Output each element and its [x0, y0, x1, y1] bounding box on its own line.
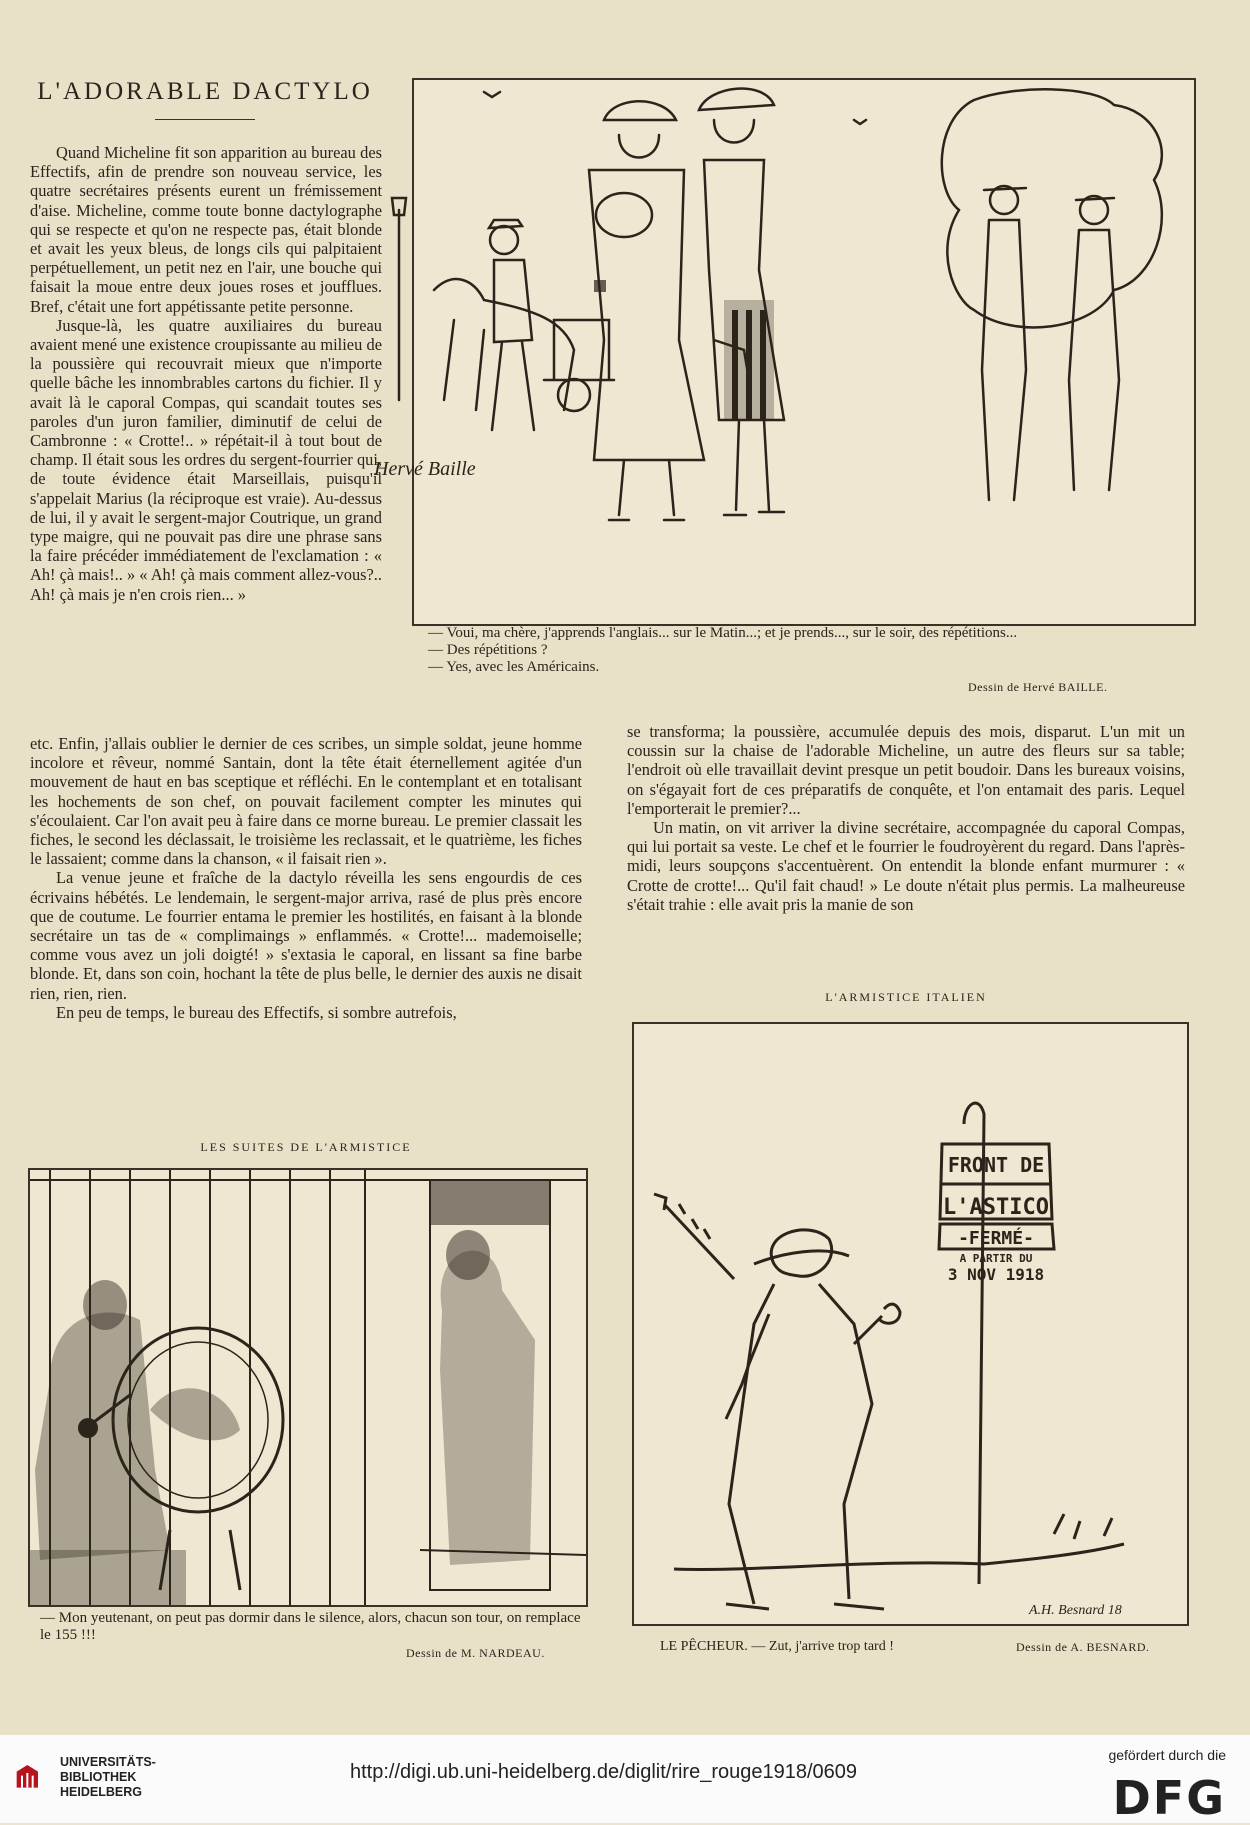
university-line: HEIDELBERG	[60, 1785, 142, 1799]
cartoon-drawing	[374, 80, 1194, 624]
sign-text: 3 NOV 1918	[947, 1265, 1045, 1284]
paragraph: Un matin, on vit arriver la divine secrétaire, accompagnée du caporal Compas, qui lui portait sa veste. Le chef et le fourrier le foudroyèrent du regard. Dans l'après-midi, leurs soupçons s'accentuèrent. On entendit la blonde enfant murmurer : « Crotte de crotte!... Qu'il fait chaud! » Le doute n'était plus permis. La malheureuse s'était trahie : elle avait pris la manie de son	[627, 818, 1185, 914]
cartoon-drawing	[30, 1170, 586, 1605]
footer-bar	[0, 1735, 1250, 1823]
caption-line: — Yes, avec les Américains.	[428, 659, 600, 675]
university-logo-icon	[14, 1757, 54, 1797]
caption-line: — Voui, ma chère, j'apprends l'anglais... sur le Matin...; et je prends..., sur le soir, des répétitions...	[428, 625, 1018, 641]
paragraph: Jusque-là, les quatre auxiliaires du bureau avaient mené une existence croupissante au milieu de la poussière qui recouvrait mieux que n'importe quelle bâche les innombrables cartons du fichier. Il y avait là le caporal Compas, qui scandait toutes ses paroles d'un juron familier, diminutif de celui de Cambronne : « Crotte!.. » répétait-il à tout bout de champ. Il était sous les ordres du sergent-fourrier qui, de toute évidence était Marseillais, puisqu'il s'appelait Marius (la réciproque est vraie). Au-dessus de lui, il y avait le sergent-major Coutrique, un grand type maigre, qui ne pouvait pas dire une phrase sans la faire précéder immédiatement de l'exclamation : « Ah! çà mais!.. » « Ah! çà mais comment allez-vous?.. Ah! çà mais je n'en crois rien... »	[30, 315, 382, 604]
source-url[interactable]: http://digi.ub.uni-heidelberg.de/diglit/rire_rouge1918/0609	[350, 1761, 858, 1783]
section-title-left: LES SUITES DE L'ARMISTICE	[200, 1140, 412, 1154]
paragraph: La venue jeune et fraîche de la dactylo réveilla les sens engourdis de ces écrivains hébétés. Le lendemain, le sergent-major arriva, rasé de plus près encore que de coutume. Le fourrier entama le premier les hostilités, en faisant à la blonde secrétaire un tas de « complimaings » enflammés. « Crotte!... mademoiselle; comme vous avez un joli doigté! » s'extasia le caporal, en lissant sa fine barbe blonde. Et, dans son coin, hochant la tête de plus belle, le dernier des auxis ne disait rien, rien, rien.	[30, 868, 582, 1003]
article-title: L'ADORABLE DACTYLO	[37, 78, 373, 105]
paragraph: se transforma; la poussière, accumulée depuis des mois, disparut. L'un mit un coussin sur la chaise de l'adorable Micheline, un autre des fleurs sur sa table; l'endroit où elle travaillait devint presque un petit boudoir. Dans les bureaux voisins, on s'égayait fort de ces préparatifs de conquête, et l'on entamait des paris. Lequel l'emporterait le premier?...	[627, 722, 1185, 818]
sign-text: A PARTIR DU	[959, 1252, 1033, 1265]
sponsor-label: gefördert durch die	[1108, 1747, 1226, 1763]
caption-line: — Des répétitions ?	[428, 642, 548, 658]
credit-baille: Dessin de Hervé BAILLE.	[968, 680, 1108, 694]
credit-besnard: Dessin de A. BESNARD.	[1016, 1640, 1150, 1654]
paragraph: etc. Enfin, j'allais oublier le dernier de ces scribes, un simple soldat, jeune homme incolore et rêveur, nommé Santain, dont la tête était éternellement agitée d'un mouvement de haut en bas sceptique et réfléchi. En le contemplant et en totalisant les hochements de son chef, on pouvait facilement compter les minutes qui s'écoulaient. Car l'on avait peu à faire dans ce morne bureau. Le premier classait les fiches, le second les déclassait, le troisième les reclassait, et le quatrième, les fiches le lassaient; comme dans la chanson, « il faisait rien ».	[30, 734, 582, 869]
cartoon-drum	[28, 1168, 588, 1607]
dfg-logo: DFG	[1112, 1771, 1226, 1825]
university-name	[60, 1755, 156, 1800]
cartoon-drawing	[634, 1024, 1187, 1624]
cartoon-signature: Hervé Baille	[374, 458, 476, 480]
article-column-right	[627, 722, 1185, 914]
article-column-wide	[30, 734, 582, 1022]
paragraph: Quand Micheline fit son apparition au bureau des Effectifs, afin de prendre son nouveau service, les quatre secrétaires présents eurent un frémissement d'aise. Micheline, comme toute bonne dactylographe qui se respecte et qu'on ne respecte pas, était blonde et avait les yeux bleus, de longs cils qui palpitaient perpétuellement, un petit nez en l'air, une bouche qui faisait la moue entre deux joues roses et joufflues. Bref, c'était une fort appétissante petite personne.	[30, 143, 382, 316]
sign-text: L'ASTICO	[943, 1195, 1049, 1220]
sign-text: -FERMÉ-	[958, 1228, 1034, 1249]
cartoon-americans	[374, 78, 1196, 626]
credit-nardeau: Dessin de M. NARDEAU.	[406, 1646, 545, 1660]
article-column-left	[30, 143, 382, 604]
cartoon-signature: A.H. Besnard 18	[1029, 1603, 1122, 1618]
caption-americans	[428, 625, 1193, 676]
paragraph: En peu de temps, le bureau des Effectifs, si sombre autrefois,	[56, 1002, 457, 1022]
cartoon-fisherman	[632, 1022, 1189, 1626]
university-line: UNIVERSITÄTS-	[60, 1755, 156, 1769]
section-title-right: L'ARMISTICE ITALIEN	[825, 990, 987, 1004]
university-line: BIBLIOTHEK	[60, 1770, 137, 1784]
title-divider	[155, 119, 255, 120]
caption-fisherman: LE PÊCHEUR. — Zut, j'arrive trop tard !	[660, 1639, 894, 1654]
sign-text: FRONT DE	[947, 1153, 1045, 1177]
caption-drum: — Mon yeutenant, on peut pas dormir dans le silence, alors, chacun son tour, on remplace le 155 !!!	[40, 1610, 581, 1643]
